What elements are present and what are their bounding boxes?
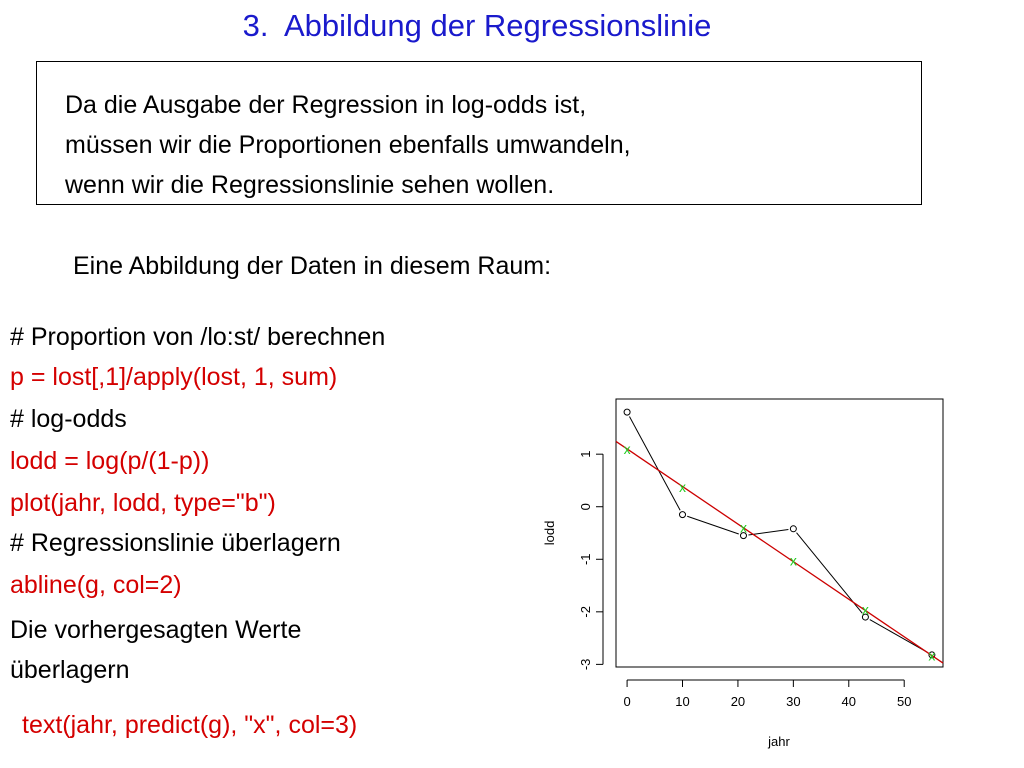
predicted-marker: x bbox=[789, 552, 797, 569]
predicted-marker: x bbox=[623, 440, 631, 457]
x-axis-label: jahr bbox=[768, 734, 790, 749]
slide-title: 3. Abbildung der Regressionslinie bbox=[242, 8, 712, 43]
predicted-marker: x bbox=[739, 519, 747, 536]
subheading: Eine Abbildung der Daten in diesem Raum: bbox=[73, 252, 552, 280]
code-comment-overlay: # Regressionslinie überlagern bbox=[10, 529, 341, 557]
data-point bbox=[624, 409, 630, 415]
data-point bbox=[790, 526, 796, 532]
plot-frame bbox=[616, 399, 943, 667]
code-line-p: p = lost[,1]/apply(lost, 1, sum) bbox=[10, 363, 338, 391]
y-axis-label: lodd bbox=[542, 520, 557, 546]
predicted-label-line-2: überlagern bbox=[10, 656, 130, 684]
info-line: müssen wir die Proportionen ebenfalls umwandeln, bbox=[65, 131, 631, 159]
x-tick-label: 30 bbox=[786, 694, 801, 709]
code-line-plot: plot(jahr, lodd, type="b") bbox=[10, 489, 276, 517]
data-point bbox=[680, 512, 686, 518]
info-line: Da die Ausgabe der Regression in log-odds ist, bbox=[65, 91, 587, 119]
series-segment bbox=[629, 417, 680, 511]
predicted-marker: x bbox=[679, 478, 687, 495]
code-comment-proportion: # Proportion von /lo:st/ berechnen bbox=[10, 323, 386, 351]
x-tick-label: 10 bbox=[675, 694, 690, 709]
y-tick-label: -3 bbox=[578, 658, 593, 671]
lodd-plot bbox=[530, 390, 1020, 760]
x-axis bbox=[623, 680, 911, 709]
predicted-marker: x bbox=[861, 601, 869, 618]
y-axis bbox=[578, 451, 603, 671]
info-box bbox=[36, 61, 922, 205]
regression-line-group bbox=[616, 441, 943, 663]
regression-line bbox=[616, 441, 943, 663]
info-line: wenn wir die Regressionslinie sehen wollen. bbox=[65, 171, 555, 199]
y-tick-label: -2 bbox=[578, 606, 593, 618]
x-tick-label: 50 bbox=[896, 694, 912, 709]
code-line-lodd: lodd = log(p/(1-p)) bbox=[10, 447, 210, 475]
code-comment-logodds: # log-odds bbox=[10, 405, 127, 433]
y-tick-label: -1 bbox=[578, 553, 593, 566]
x-tick-label: 20 bbox=[730, 694, 746, 709]
code-line-abline: abline(g, col=2) bbox=[10, 571, 182, 599]
y-tick-label: 1 bbox=[578, 450, 593, 458]
x-tick-label: 40 bbox=[841, 694, 857, 709]
x-tick-label: 0 bbox=[623, 694, 631, 709]
predicted-label-line-1: Die vorhergesagten Werte bbox=[10, 616, 302, 644]
predicted-marker: x bbox=[928, 647, 936, 664]
data-series bbox=[624, 409, 935, 658]
y-tick-label: 0 bbox=[578, 503, 593, 511]
series-segment bbox=[748, 529, 788, 534]
code-line-text: text(jahr, predict(g), "x", col=3) bbox=[22, 711, 358, 739]
